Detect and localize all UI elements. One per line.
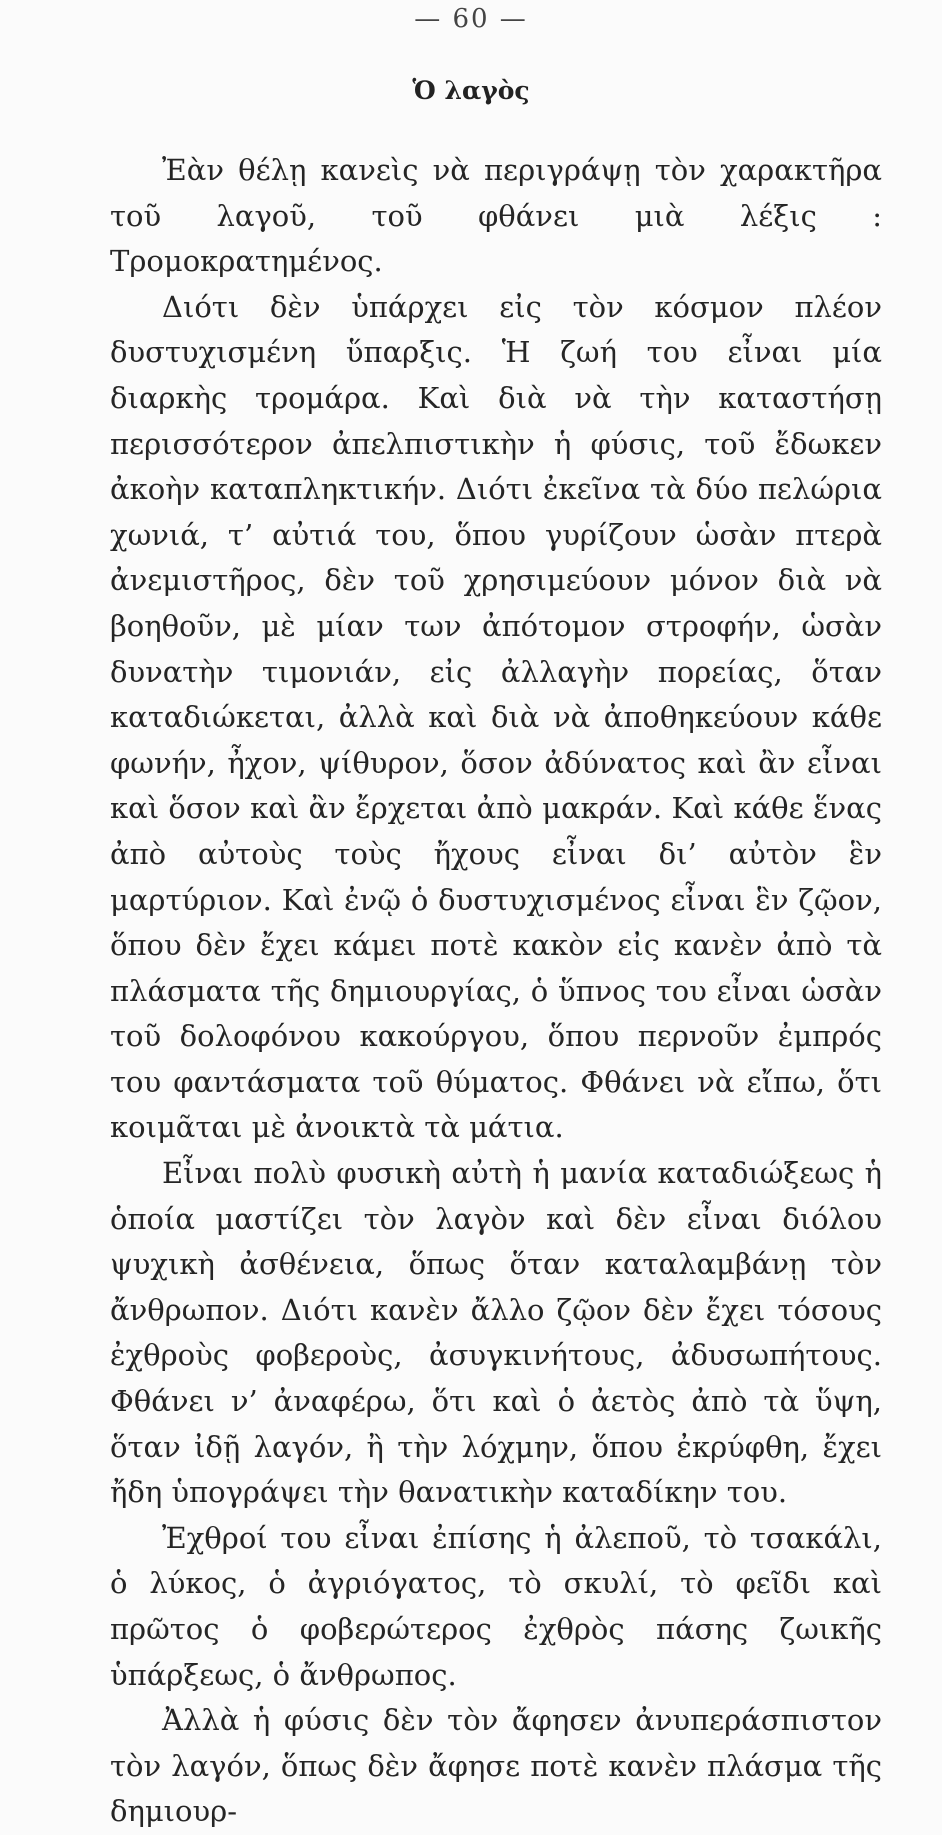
paragraph: Διότι δὲν ὑπάρχει εἰς τὸν κόσμον πλέον δυστυχισμένη ὕπαρξις. Ἡ ζωή του εἶναι μία διαρκὴς τρομάρα. Καὶ διὰ νὰ τὴν καταστήσῃ περισσότερον ἀπελπιστικὴν ἡ φύσις, τοῦ ἔδωκεν ἀκοὴν καταπληκτικήν. Διότι ἐκεῖνα τὰ δύο πελώρια χωνιά, τ’ αὐτιά του, ὅπου γυρίζουν ὡσὰν πτερὰ ἀνεμιστῆρος, δὲν τοῦ χρησιμεύουν μόνον διὰ νὰ βοηθοῦν, μὲ μίαν των ἀπότομον στροφήν, ὡσὰν δυνατὴν τιμονιάν, εἰς ἀλλαγὴν πορείας, ὅταν καταδιώκεται, ἀλλὰ καὶ διὰ νὰ ἀποθηκεύουν κάθε φωνήν, ἦχον, ψίθυρον, ὅσον ἀδύνατος καὶ ἂν εἶναι καὶ ὅσον καὶ ἂν ἔρχεται ἀπὸ μακράν. Καὶ κάθε ἕνας ἀπὸ αὐτοὺς τοὺς ἤχους εἶναι δι’ αὐτὸν ἓν μαρτύριον. Καὶ ἐνῷ ὁ δυστυχισμένος εἶναι ἓν ζῷον, ὅπου δὲν ἔχει κάμει ποτὲ κακὸν εἰς κανὲν ἀπὸ τὰ πλάσματα τῆς δημιουργίας, ὁ ὕπνος του εἶναι ὡσὰν τοῦ δολοφόνου κακούργου, ὅπου περνοῦν ἐμπρός του φαντάσματα τοῦ θύματος. Φθάνει νὰ εἴπω, ὅτι κοιμᾶται μὲ ἀνοικτὰ τὰ μάτια. [110,289,882,1145]
paragraph: Ἐὰν θέλῃ κανεὶς νὰ περιγράψῃ τὸν χαρακτῆρα τοῦ λαγοῦ, τοῦ φθάνει μιὰ λέξις : Τρομοκρατημένος. [110,153,882,279]
page-number: — 60 — [414,4,528,34]
section-title: Ὁ λαγὸς [412,76,530,105]
paragraph: Ἀλλὰ ἡ φύσις δὲν τὸν ἄφησεν ἀνυπεράσπιστον τὸν λαγόν, ὅπως δὲν ἄφησε ποτὲ κανὲν πλάσμα τῆς δημιουρ- [110,1703,882,1829]
paragraph: Εἶναι πολὺ φυσικὴ αὐτὴ ἡ μανία καταδιώξεως ἡ ὁποία μαστίζει τὸν λαγὸν καὶ δὲν εἶναι διόλου ψυχικὴ ἀσθένεια, ὅπως ὅταν καταλαμβάνῃ τὸν ἄνθρωπον. Διότι κανὲν ἄλλο ζῷον δὲν ἔχει τόσους ἐχθροὺς φοβεροὺς, ἀσυγκινήτους, ἀδυσωπήτους. Φθάνει ν’ ἀναφέρω, ὅτι καὶ ὁ ἀετὸς ἀπὸ τὰ ὕψη, ὅταν ἰδῇ λαγόν, ἢ τὴν λόχμην, ὅπου ἐκρύφθη, ἔχει ἤδη ὑπογράψει τὴν θανατικὴν καταδίκην του. [110,1156,882,1510]
page-body [110,148,882,1835]
paragraph: Ἐχθροί του εἶναι ἐπίσης ἡ ἀλεποῦ, τὸ τσακάλι, ὁ λύκος, ὁ ἀγριόγατος, τὸ σκυλί, τὸ φεῖδι καὶ πρῶτος ὁ φοβερώτερος ἐχθρὸς πάσης ζωικῆς ὑπάρξεως, ὁ ἄνθρωπος. [110,1520,882,1692]
